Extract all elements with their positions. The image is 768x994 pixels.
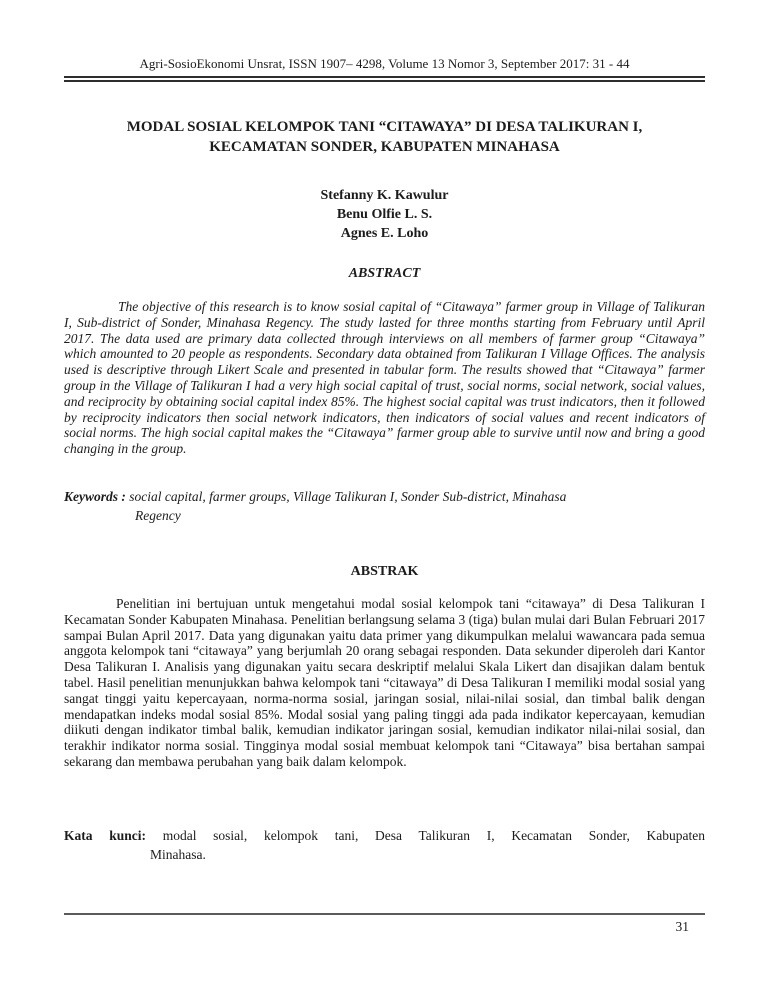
header-double-rule: [64, 76, 705, 82]
kata-kunci-label: Kata kunci:: [64, 828, 146, 843]
kata-kunci-text: modal sosial, kelompok tani, Desa Talikuran I, Kecamatan Sonder, Kabupaten: [162, 828, 706, 843]
abstract-body-indonesian: Penelitian ini bertujuan untuk mengetahui modal sosial kelompok tani “citawaya” di Desa Talikuran I Kecamatan Sonder Kabupaten Minahasa. Penelitian berlangsung selama 3 (tiga) bulan mulai dari Bulan Februari 2017 sampai Bulan April 2017. Data yang digunakan yaitu data primer yang dikumpulkan melalui wawancara pada semua anggota kelompok tani “citawaya” yang berjumlah 20 orang sebagai responden. Data sekunder diperoleh dari Kantor Desa Talikuran I. Analisis yang digunakan yaitu secara deskriptif melalui Skala Likert dan disajikan dalam bentuk tabel. Hasil penelitian menunjukkan bahwa kelompok tani “citawaya” di Desa Talikuran I memiliki modal sosial yang sangat tinggi yaitu kepercayaan, norma-norma sosial, jaringan sosial, nilai-nilai sosial, dan timbal balik dengan mendapatkan indeks modal sosial 85%. Modal sosial yang paling tinggi ada pada indikator kepercayaan, kemudian diikuti dengan indikator timbal balik, kemudian indikator jaringan sosial, kemudian indikator nilai-nilai sosial, dan terakhir indikator norma sosial. Tingginya modal sosial membuat kelompok tani “Citawaya” bisa bertahan sampai sekarang dan membawa perubahan yang baik dalam kelompok.: [64, 596, 705, 769]
author-name: Stefanny K. Kawulur: [320, 188, 449, 203]
paper-title-line-2: KECAMATAN SONDER, KABUPATEN MINAHASA: [209, 139, 560, 155]
journal-header: Agri-SosioEkonomi Unsrat, ISSN 1907– 4298, Volume 13 Nomor 3, September 2017: 31 - 44: [139, 56, 630, 71]
author-name: Benu Olfie L. S.: [336, 207, 433, 222]
kata-kunci-continuation: Minahasa.: [150, 847, 206, 862]
authors-block: [64, 186, 705, 243]
keywords-line: [64, 487, 705, 506]
keywords-text: social capital, farmer groups, Village Talikuran I, Sonder Sub-district, Minahasa: [129, 489, 567, 504]
abstract-body-english: The objective of this research is to know sosial capital of “Citawaya” farmer group in Village of Talikuran I, Sub-district of Sonder, Minahasa Regency. The study lasted for three months starting from February until April 2017. The data used are primary data collected through interviews on all members of farmer group “Citawaya” which amounted to 20 people as respondents. Secondary data obtained from Talikuran I Village Offices. The analysis used is descriptive through Likert Scale and presented in tabular form. The results showed that “Citawaya” farmer group in the Village of Talikuran I had a very high social capital of trust, social norms, social network, social values, and reciprocity by obtaining social capital index 85%. The highest social capital was trust indicators, then it followed by reciprocity indicators then social network indicators, then indicators of social values and recent indicators of social norms. The high social capital makes the “Citawaya” farmer group able to survive until now and bring a good changing in the group.: [64, 299, 705, 457]
kata-kunci-block: [64, 826, 705, 864]
paper-title: [64, 117, 705, 157]
footer-rule: [64, 913, 705, 915]
author-name: Agnes E. Loho: [340, 226, 429, 241]
keywords-label: Keywords :: [64, 489, 126, 504]
keywords-continuation: Regency: [135, 508, 181, 523]
abstract-heading: ABSTRACT: [348, 266, 421, 281]
keywords-block-english: [64, 487, 705, 525]
page-number: 31: [675, 919, 689, 934]
abstrak-heading: ABSTRAK: [350, 564, 419, 579]
paper-title-line-1: MODAL SOSIAL KELOMPOK TANI “CITAWAYA” DI DESA TALIKURAN I,: [126, 119, 643, 135]
kata-kunci-line: [64, 826, 705, 845]
